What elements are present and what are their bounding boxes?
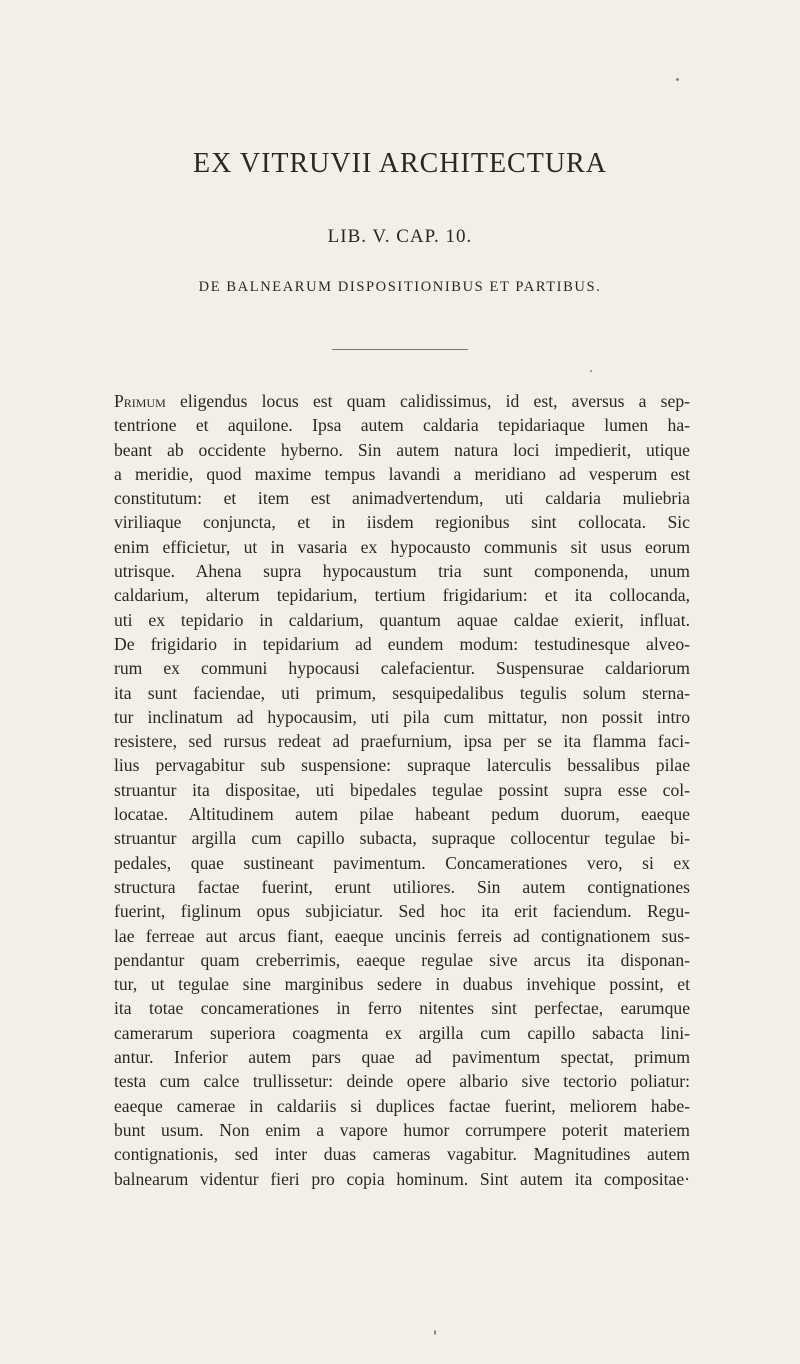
text-line: viriliaque conjuncta, et in iisdem regionibus sint collocata. Sic	[114, 512, 690, 533]
text-line: resistere, sed rursus redeat ad praefurnium, ipsa per se ita flamma faci-	[114, 731, 690, 752]
text-line: beant ab occidente hyberno. Sin autem natura loci impedierit, utique	[114, 439, 690, 460]
running-title: EX VITRUVII ARCHITECTURA	[193, 148, 607, 179]
text-line: Primum eligendus locus est quam calidissimus, id est, aversus a sep-	[114, 391, 690, 411]
text-line: a meridie, quod maxime tempus lavandi a meridiano ad vesperum est	[114, 463, 690, 484]
text-line: lae ferreae aut arcus fiant, eaeque uncinis ferreis ad contignationem sus-	[114, 925, 690, 946]
text-line: tentrione et aquilone. Ipsa autem caldaria tepidariaque lumen ha-	[114, 415, 690, 436]
text-line: uti ex tepidario in caldarium, quantum aquae caldae exierit, influat.	[114, 609, 690, 630]
section-divider	[332, 349, 468, 350]
paper-speck	[590, 370, 592, 372]
book-chapter-reference: LIB. V. CAP. 10.	[327, 226, 473, 247]
text-line: fuerint, figlinum opus subjiciatur. Sed hoc ita erit faciendum. Regu-	[114, 901, 690, 922]
paper-speck	[434, 1330, 436, 1335]
text-line: locatae. Altitudinem autem pilae habeant pedum duorum, eaeque	[114, 804, 690, 825]
text-line: struantur argilla cum capillo subacta, supraque collocentur tegulae bi-	[114, 828, 690, 849]
text-line: caldarium, alterum tepidarium, tertium frigidarium: et ita collocanda,	[114, 585, 690, 606]
text-line: De frigidario in tepidarium ad eundem modum: testudinesque alveo-	[114, 633, 690, 654]
text-line: eaeque camerae in caldariis si duplices factae fuerint, meliorem habe-	[114, 1095, 690, 1116]
text-line: lius pervagabitur sub suspensione: supraque laterculis bessalibus pilae	[114, 755, 690, 776]
text-line: enim efficietur, ut in vasaria ex hypocausto communis sit usus eorum	[114, 536, 690, 557]
text-line: antur. Inferior autem pars quae ad pavimentum spectat, primum	[114, 1047, 690, 1068]
text-line: ita totae concamerationes in ferro nitentes sint perfectae, earumque	[114, 998, 690, 1019]
text-line: ita sunt faciendae, uti primum, sesquipedalibus tegulis solum sterna-	[114, 682, 690, 703]
text-line: constitutum: et item est animadvertendum, uti caldaria muliebria	[114, 488, 690, 509]
text-line: utrisque. Ahena supra hypocaustum tria sunt componenda, unum	[114, 561, 690, 582]
section-title: DE BALNEARUM DISPOSITIONIBUS ET PARTIBUS.	[198, 279, 602, 295]
text-line: balnearum videntur fieri pro copia hominum. Sint autem ita compositae·	[114, 1168, 690, 1189]
text-line: tur inclinatum ad hypocausim, uti pila cum mittatur, non possit intro	[114, 706, 690, 727]
opening-word: Primum	[114, 391, 166, 411]
text-line: tur, ut tegulae sine marginibus sedere in duabus invehique possint, et	[114, 974, 690, 995]
text-line: pendantur quam creberrimis, eaeque regulae sive arcus ita disponan-	[114, 949, 690, 970]
text-line: struantur ita dispositae, uti bipedales tegulae possint supra esse col-	[114, 779, 690, 800]
text-line: testa cum calce trullissetur: deinde opere albario sive tectorio poliatur:	[114, 1071, 690, 1092]
text-line: bunt usum. Non enim a vapore humor corrumpere poterit materiem	[114, 1119, 690, 1140]
text-line: contignationis, sed inter duas cameras vagabitur. Magnitudines autem	[114, 1144, 690, 1165]
body-paragraph	[114, 389, 690, 1191]
text-line: structura factae fuerint, erunt utiliores. Sin autem contignationes	[114, 876, 690, 897]
paper-speck	[676, 78, 679, 81]
text-line: camerarum superiora coagmenta ex argilla cum capillo sabacta lini-	[114, 1022, 690, 1043]
text-line: pedales, quae sustineant pavimentum. Concamerationes vero, si ex	[114, 852, 690, 873]
text-line: rum ex communi hypocausi calefacientur. Suspensurae caldariorum	[114, 658, 690, 679]
